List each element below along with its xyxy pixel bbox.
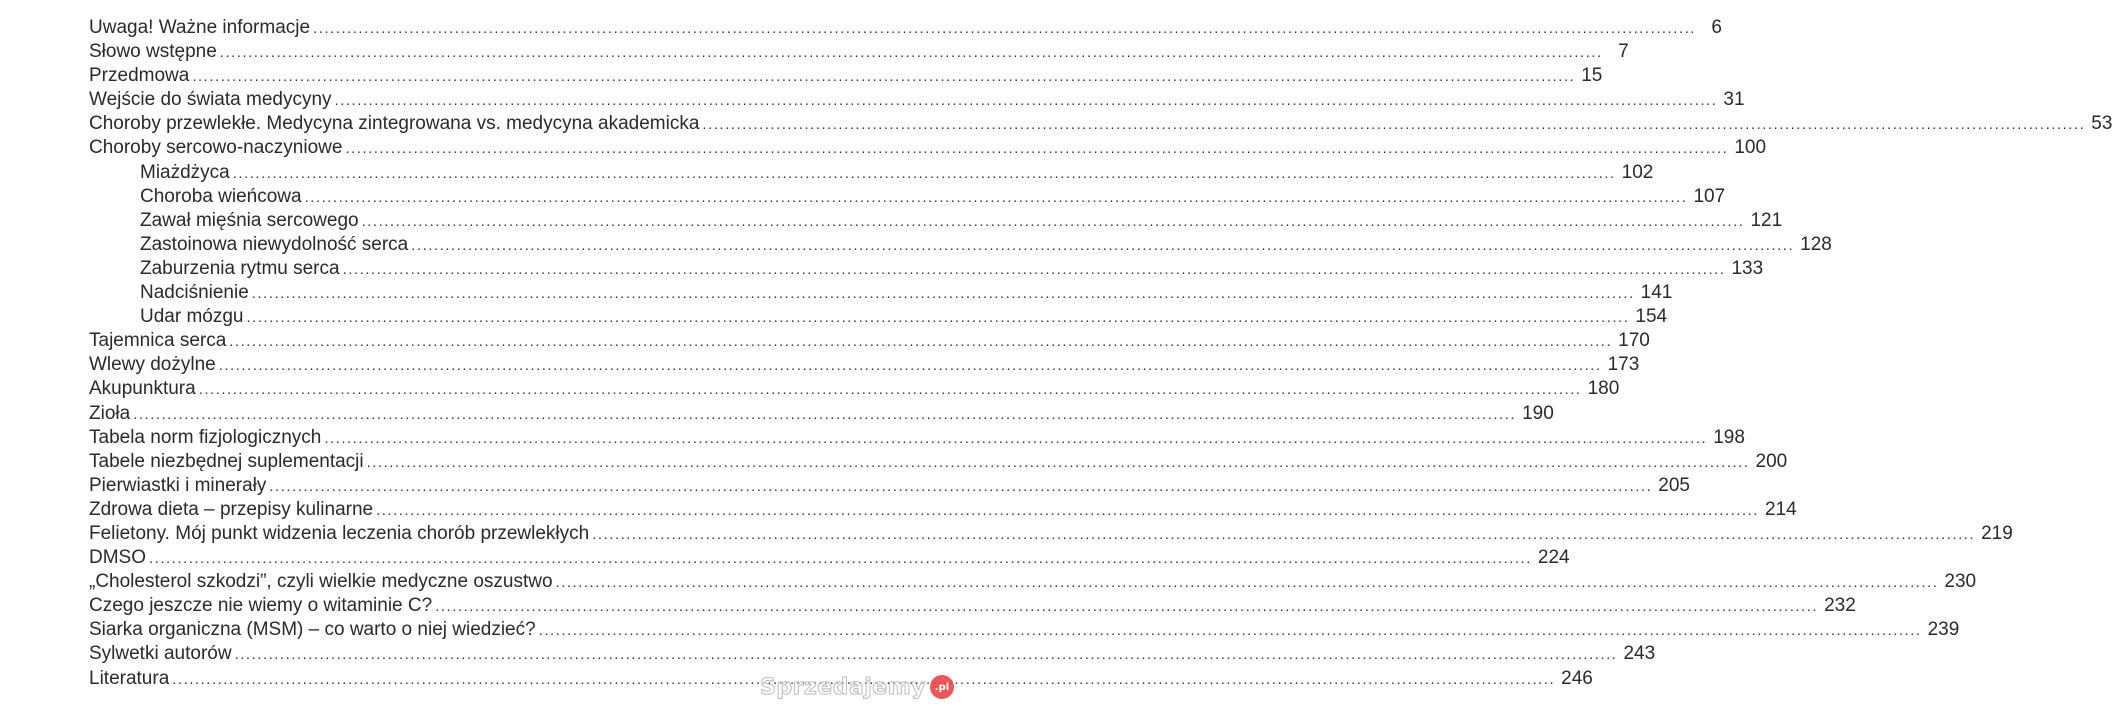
toc-entry-title: Choroby przewlekłe. Medycyna zintegrowana vs. medycyna akademicka (89, 113, 700, 135)
toc-entry-title: Literatura (89, 667, 170, 689)
toc-subentry (89, 305, 1668, 329)
toc-entry (89, 136, 1767, 160)
dot-leader (247, 306, 1630, 330)
toc-entry-page-number: 121 (1750, 209, 1783, 231)
toc-entry-title: Wlewy dożylne (89, 354, 216, 376)
dot-leader (269, 475, 1652, 499)
dot-leader (435, 595, 1818, 619)
toc-entry (89, 40, 1629, 64)
toc-entry-title: „Cholesterol szkodzi”, czyli wielkie medyczne oszustwo (89, 571, 553, 593)
toc-entry-title: Pierwiastki i minerały (89, 474, 267, 496)
dot-leader (324, 427, 1707, 451)
toc-entry-page-number: 232 (1824, 595, 1856, 617)
toc-entry-title: Zdrowa dieta – przepisy kulinarne (89, 498, 374, 520)
dot-leader (252, 282, 1635, 306)
toc-entry (89, 618, 1960, 642)
dot-leader (367, 451, 1750, 475)
toc-entry-page-number: 173 (1607, 354, 1640, 376)
dot-leader (149, 547, 1532, 571)
toc-entry-page-number: 198 (1713, 426, 1745, 448)
toc-entry-title: Zastoinowa niewydolność serca (140, 233, 409, 255)
toc-entry-title: Zioła (89, 402, 131, 424)
toc-entry-title: Tabela norm fizjologicznych (89, 426, 322, 448)
toc-entry (89, 546, 1570, 570)
watermark-badge: .pl (930, 675, 954, 699)
toc-entry (89, 522, 2013, 546)
toc-entry-title: Uwaga! Ważne informacje (89, 17, 311, 38)
toc-entry-title: Udar mózgu (140, 306, 244, 328)
toc-entry-title: Nadciśnienie (140, 282, 249, 304)
toc-entry-page-number: 200 (1755, 450, 1788, 472)
toc-entry-page-number: 214 (1764, 498, 1797, 520)
toc-entry (89, 642, 1656, 666)
toc-entry (89, 570, 1977, 594)
dot-leader (335, 89, 1718, 113)
toc-entry-title: DMSO (89, 547, 146, 569)
toc-entry (89, 377, 1620, 401)
toc-entry-title: Felietony. Mój punkt widzenia leczenia chorób przewlekłych (89, 522, 590, 544)
toc-entry-title: Siarka organiczna (MSM) – co warto o niej wiedzieć? (89, 619, 536, 641)
toc-entry-title: Zawał mięśnia sercowego (140, 209, 359, 231)
dot-leader (219, 354, 1602, 378)
toc-entry (89, 426, 1745, 450)
dot-leader (133, 403, 1516, 427)
dot-leader (199, 378, 1582, 402)
toc-entry-page-number: 205 (1658, 474, 1690, 496)
toc-entry-page-number: 219 (1981, 522, 2013, 544)
toc-entry-title: Zaburzenia rytmu serca (140, 257, 340, 279)
dot-leader (592, 523, 1975, 547)
toc-subentry (89, 233, 1832, 257)
dot-leader (305, 186, 1688, 210)
toc-entry-page-number: 102 (1621, 161, 1654, 183)
toc-entry-page-number: 180 (1587, 378, 1620, 400)
toc-entry-page-number: 224 (1537, 547, 1570, 569)
toc-entry-page-number: 230 (1944, 571, 1977, 593)
dot-leader (702, 113, 2085, 137)
toc-entry (89, 88, 1745, 112)
watermark-text: Sprzedajemy (760, 674, 926, 700)
toc-entry-page-number: 31 (1723, 89, 1745, 111)
toc-entry-page-number: 100 (1734, 137, 1767, 159)
dot-leader (233, 162, 1616, 186)
dot-leader (556, 571, 1939, 595)
toc-entry (89, 353, 1640, 377)
toc-subentry (89, 209, 1783, 233)
toc-entry (89, 498, 1797, 522)
toc-entry-title: Choroby sercowo-naczyniowe (89, 137, 343, 159)
toc-subentry (89, 185, 1726, 209)
toc-entry (89, 16, 1722, 40)
toc-entry (89, 474, 1690, 498)
dot-leader (192, 65, 1575, 89)
dot-leader (220, 41, 1603, 65)
dot-leader (235, 643, 1618, 667)
toc-entry-page-number: 246 (1561, 667, 1593, 689)
toc-subentry (89, 161, 1654, 185)
toc-entry-page-number: 107 (1693, 185, 1726, 207)
toc-entry-title: Przedmowa (89, 65, 190, 87)
toc-entry-page-number: 6 (1711, 17, 1722, 38)
toc-entry-page-number: 7 (1618, 41, 1629, 63)
dot-leader (362, 210, 1745, 234)
toc-entry-page-number: 154 (1635, 306, 1668, 328)
dot-leader (345, 137, 1728, 161)
toc-entry-page-number: 133 (1731, 257, 1764, 279)
dot-leader (229, 330, 1612, 354)
dot-leader (411, 234, 1794, 258)
toc-subentry (89, 281, 1673, 305)
toc-entry-title: Tajemnica serca (89, 330, 227, 352)
toc-entry-title: Choroba wieńcowa (140, 185, 302, 207)
toc-subentry (89, 257, 1764, 281)
toc-entry-page-number: 243 (1623, 643, 1656, 665)
toc-entry-page-number: 15 (1581, 65, 1603, 87)
toc-entry-page-number: 170 (1618, 330, 1650, 352)
toc-entry-page-number: 128 (1800, 233, 1832, 255)
toc-entry (89, 450, 1788, 474)
toc-entry (89, 64, 1603, 88)
toc-entry-title: Czego jeszcze nie wiemy o witaminie C? (89, 595, 433, 617)
dot-leader (343, 258, 1726, 282)
toc-entry (89, 594, 1856, 618)
toc-entry (89, 329, 1650, 353)
toc-entry-title: Akupunktura (89, 378, 196, 400)
toc-entry-title: Tabele niezbędnej suplementacji (89, 450, 364, 472)
toc-entry-page-number: 190 (1522, 402, 1554, 424)
dot-leader (539, 619, 1922, 643)
toc-entry-title: Miażdżyca (140, 161, 230, 183)
toc-entry-page-number: 53 (2091, 113, 2112, 135)
toc-entry (89, 402, 1554, 426)
toc-entry-title: Słowo wstępne (89, 41, 217, 63)
toc-entry-title: Sylwetki autorów (89, 643, 232, 665)
dot-leader (376, 499, 1759, 523)
sprzedajemy-watermark (760, 670, 954, 704)
toc-entry-title: Wejście do świata medycyny (89, 89, 332, 111)
dot-leader (313, 17, 1696, 41)
toc-entry (89, 112, 2112, 136)
toc-entry-page-number: 141 (1640, 282, 1673, 304)
toc-entry-page-number: 239 (1927, 619, 1960, 641)
